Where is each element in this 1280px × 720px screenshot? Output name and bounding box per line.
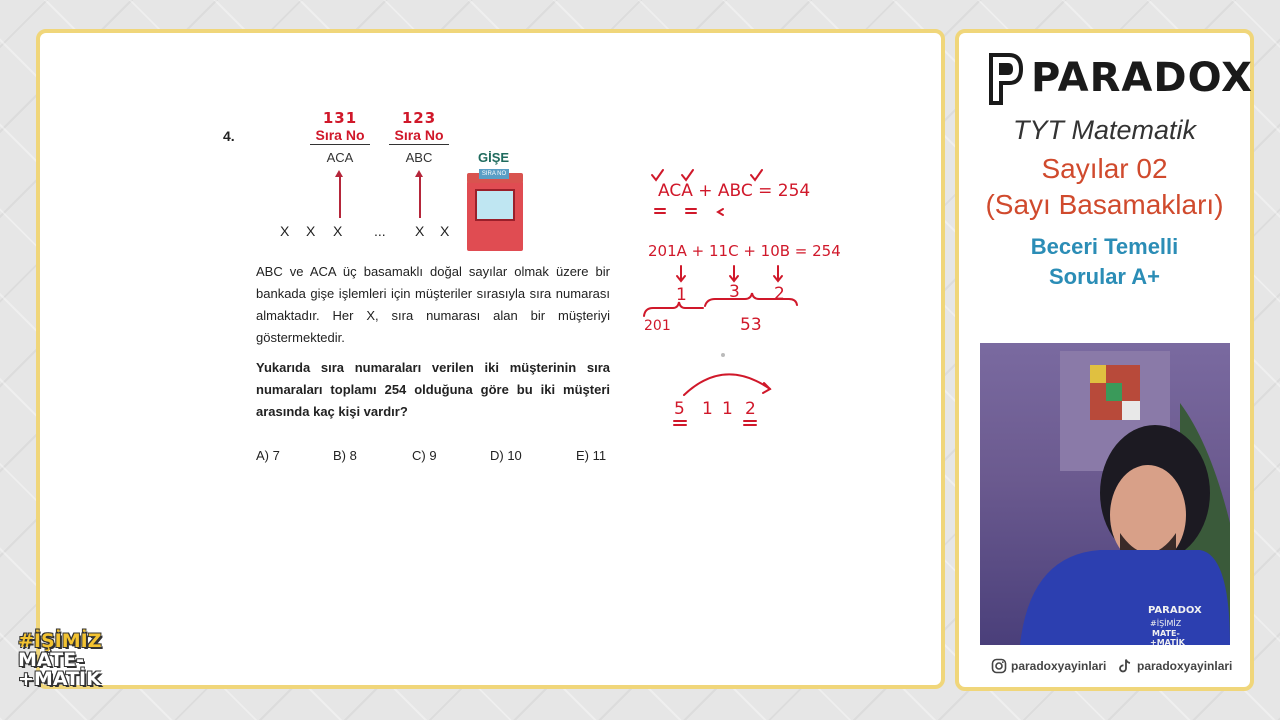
counter-label: GİŞE	[478, 150, 510, 165]
badge-line-3: +MATİK	[18, 668, 101, 690]
paradox-logo-icon	[989, 53, 1023, 103]
tag-value-left: ACA	[326, 150, 354, 165]
handwritten-digit: 2	[745, 399, 756, 419]
tiktok-handle[interactable]	[1117, 658, 1232, 674]
option-a[interactable]: A) 7	[256, 448, 280, 463]
instagram-username: paradoxyayinlari	[1011, 659, 1107, 673]
option-d[interactable]: D) 10	[490, 448, 522, 463]
option-e[interactable]: E) 11	[576, 448, 607, 463]
skill-line-1: Beceri Temelli	[1030, 234, 1179, 259]
brand-logo	[989, 53, 1253, 103]
tiktok-icon	[1117, 658, 1133, 674]
instagram-icon	[991, 658, 1007, 674]
tag-label-right: Sıra No	[389, 127, 449, 145]
topic-title: Sayılar 02	[1041, 153, 1168, 184]
subtopic-title: (Sayı Basamakları)	[985, 189, 1224, 220]
shirt-brand: PARADOX	[1148, 605, 1202, 616]
handwritten-digit: 3	[729, 282, 740, 302]
counter-ticket-text: SIRA NO	[479, 169, 509, 179]
queue-item: X	[306, 223, 316, 239]
skill-line-2: Sorular A+	[1048, 264, 1161, 289]
option-b[interactable]: B) 8	[333, 448, 357, 463]
instructor-video	[980, 343, 1230, 645]
handwritten-partial: 53	[740, 315, 762, 335]
whiteboard	[36, 29, 945, 689]
option-c[interactable]: C) 9	[412, 448, 437, 463]
shirt-line-3: +MATİK	[1150, 638, 1185, 645]
tag-label-left: Sıra No	[310, 127, 370, 145]
shirt-line-2: MATE-	[1152, 629, 1180, 638]
question-number: 4.	[223, 128, 235, 144]
queue-ellipsis: ...	[374, 223, 386, 239]
tiktok-username: paradoxyayinlari	[1137, 659, 1233, 673]
tag-value-right: ABC	[405, 150, 433, 165]
handwritten-value-left: 131	[322, 109, 358, 127]
queue-item: X	[440, 223, 450, 239]
brand-name: PARADOX	[1031, 55, 1253, 101]
shirt-hashtag: #İŞİMİZ	[1150, 619, 1182, 628]
handwritten-digit: 2	[774, 284, 785, 304]
handwritten-digit: 1	[722, 399, 733, 419]
question-paragraph: ABC ve ACA üç basamaklı doğal sayılar olmak üzere bir bankada gişe işlemleri için müşteriler sırasıyla sıra numarası almaktadır. Her X, sıra numarası alan bir müşteriyi göstermektedir.	[256, 264, 610, 345]
instagram-handle[interactable]	[991, 658, 1106, 674]
matematik-badge	[18, 632, 128, 689]
handwritten-digit: 5	[674, 399, 685, 419]
handwritten-digit: 1	[676, 285, 687, 305]
handwritten-equation-1: ACA + ABC = 254	[658, 181, 811, 201]
handwritten-partial: 201	[644, 318, 671, 334]
badge-line-1: #İŞİMİZ	[18, 630, 102, 652]
queue-item: X	[333, 223, 343, 239]
course-title: TYT Matematik	[1012, 115, 1197, 145]
handwritten-value-right: 123	[401, 109, 437, 127]
handwriting-strokes	[40, 33, 941, 685]
course-info-panel	[955, 29, 1254, 691]
queue-item: X	[415, 223, 425, 239]
queue-item: X	[280, 223, 290, 239]
question-prompt: Yukarıda sıra numaraları verilen iki müşterinin sıra numaraları toplamı 254 olduğuna göre bu iki müşteri arasında kaç kişi vardır?	[256, 360, 610, 419]
handwritten-digit: 1	[702, 399, 713, 419]
badge-line-2: MATE-	[18, 649, 84, 671]
handwritten-equation-2: 201A + 11C + 10B = 254	[648, 242, 841, 260]
